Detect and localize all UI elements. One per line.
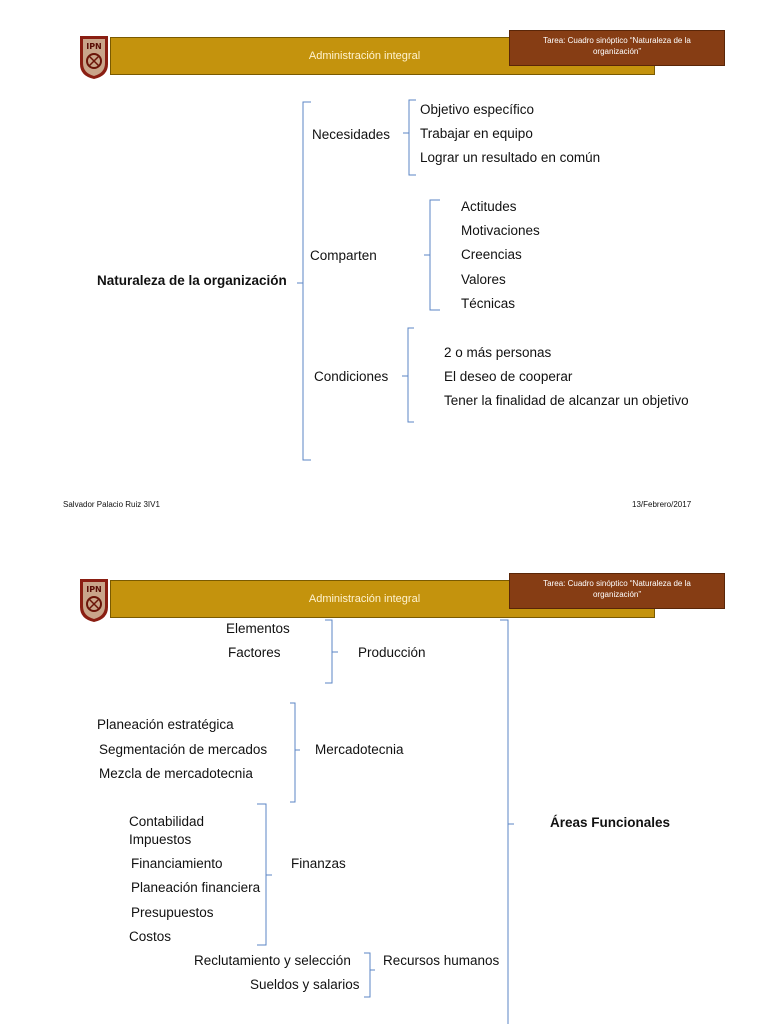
list-item: Técnicas bbox=[461, 296, 516, 311]
root-topic: Naturaleza de la organización bbox=[97, 273, 287, 288]
svg-text:IPN: IPN bbox=[86, 42, 102, 51]
bracket-rrhh bbox=[364, 953, 375, 997]
group-label-produccion: Producción bbox=[358, 645, 426, 660]
list-item: Planeación estratégica bbox=[97, 717, 234, 732]
bracket-finanzas bbox=[257, 804, 272, 945]
course-title: Administración integral bbox=[308, 50, 421, 62]
list-item: Segmentación de mercados bbox=[99, 742, 268, 757]
list-item: Factores bbox=[228, 645, 281, 660]
footer-date: 13/Febrero/2017 bbox=[632, 500, 692, 509]
group-label-finanzas: Finanzas bbox=[291, 856, 346, 871]
course-title: Administración integral bbox=[308, 593, 421, 605]
footer-author: Salvador Palacio Ruiz 3IV1 bbox=[63, 500, 160, 509]
list-item: Presupuestos bbox=[131, 905, 214, 920]
list-item: Planeación financiera bbox=[131, 880, 261, 895]
bracket-main-2 bbox=[500, 620, 514, 1024]
list-item: Actitudes bbox=[461, 199, 517, 214]
list-item: Lograr un resultado en común bbox=[420, 150, 601, 165]
list-item: Valores bbox=[461, 272, 506, 287]
root-topic-2: Áreas Funcionales bbox=[550, 815, 671, 830]
list-item: Motivaciones bbox=[461, 223, 540, 238]
list-item: 2 o más personas bbox=[444, 345, 552, 360]
list-item: Mezcla de mercadotecnia bbox=[99, 766, 253, 781]
list-item: Tener la finalidad de alcanzar un objetivo bbox=[444, 393, 689, 408]
list-item: Trabajar en equipo bbox=[420, 126, 533, 141]
group-label-mercadotecnia: Mercadotecnia bbox=[315, 742, 404, 757]
list-item: Contabilidad bbox=[129, 814, 205, 829]
list-item: Sueldos y salarios bbox=[250, 977, 360, 992]
group-label-comparten: Comparten bbox=[310, 248, 377, 263]
list-item: Elementos bbox=[226, 621, 290, 636]
list-item: Creencias bbox=[461, 247, 522, 262]
svg-text:IPN: IPN bbox=[86, 585, 102, 594]
list-item: Financiamiento bbox=[131, 856, 223, 871]
task-label: Tarea: Cuadro sinóptico “Naturaleza de la organización” bbox=[543, 36, 691, 56]
group-label-recursos-humanos: Recursos humanos bbox=[383, 953, 500, 968]
list-item: El deseo de cooperar bbox=[444, 369, 573, 384]
list-item: Costos bbox=[129, 929, 172, 944]
bracket-produccion bbox=[325, 620, 338, 683]
group-label-necesidades: Necesidades bbox=[312, 127, 391, 142]
bracket-mercadotecnia bbox=[290, 703, 300, 802]
task-label: Tarea: Cuadro sinóptico “Naturaleza de la organización” bbox=[543, 579, 691, 599]
list-item: Reclutamiento y selección bbox=[194, 953, 351, 968]
list-item: Objetivo específico bbox=[420, 102, 535, 117]
group-label-condiciones: Condiciones bbox=[314, 369, 389, 384]
list-item: Impuestos bbox=[129, 832, 192, 847]
